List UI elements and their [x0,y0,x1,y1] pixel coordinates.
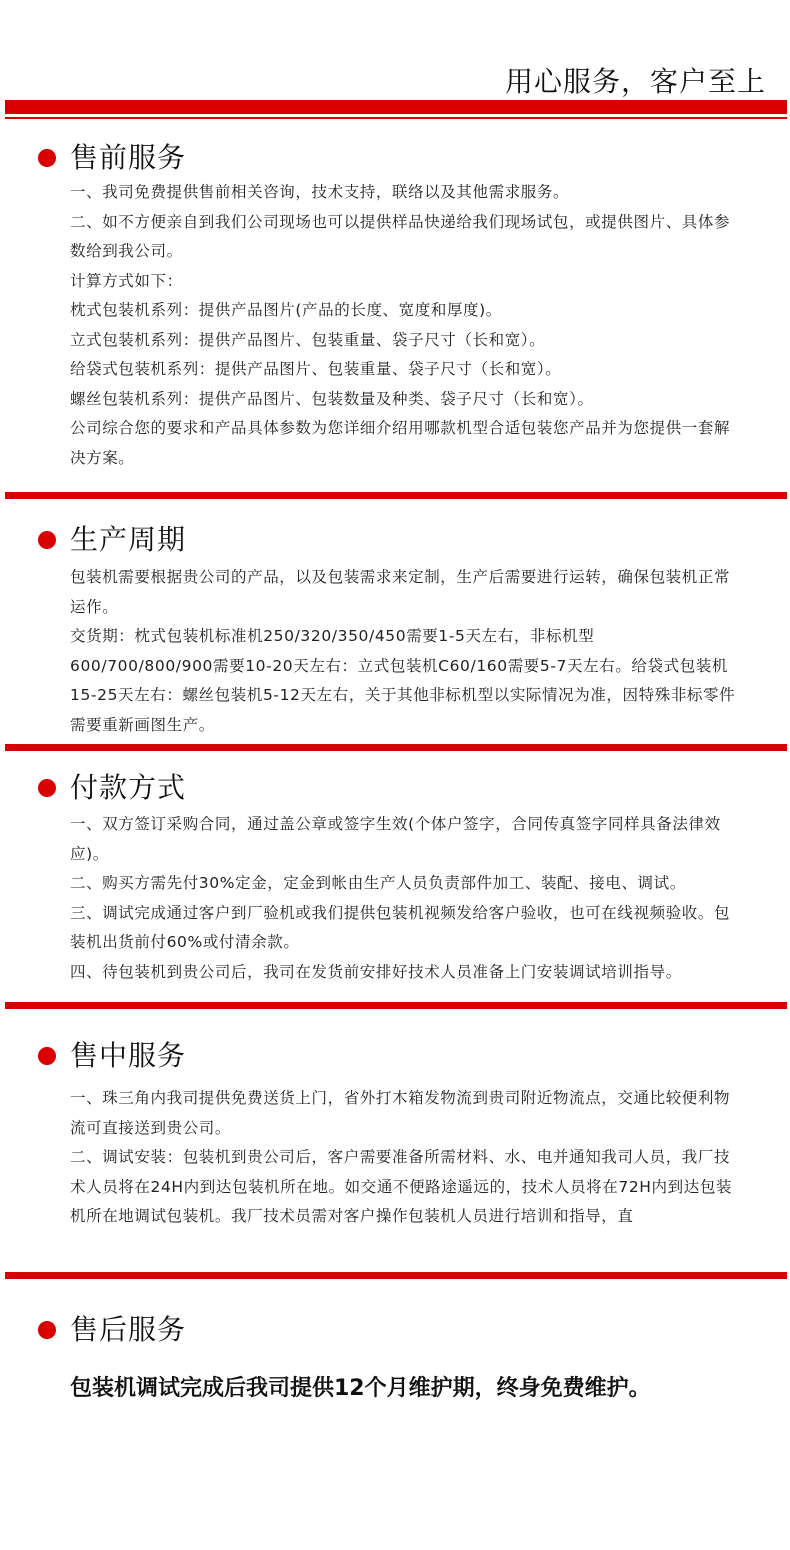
header-thick-rule [5,100,787,114]
section-title: 付款方式 [70,771,187,804]
section-production-body [70,563,736,740]
section-title: 售中服务 [70,1039,187,1072]
paragraph: 枕式包装机系列：提供产品图片(产品的长度、宽度和厚度)。 [70,301,502,319]
paragraph: 计算方式如下： [70,271,183,290]
paragraph: 螺丝包装机系列：提供产品图片、包装数量及种类、袋子尺寸（长和宽）。 [70,389,594,408]
paragraph: 交货期：枕式包装机标准机250/320/350/450需要1-5天左右，非标机型600/700/800/900需要10-20天左右：立式包装机C60/160需要5-7天左右。给袋式包装机15-25天左右：螺丝包装机5-12天左右，关于其他非标机型以实际情况为准，因特殊非标零件需要重新画图生产。 [70,627,736,734]
paragraph: 一、珠三角内我司提供免费送货上门，省外打木箱发物流到贵司附近物流点，交通比较便利物流可直接送到贵公司。 [70,1089,731,1137]
paragraph: 二、调试安装：包装机到贵公司后，客户需要准备所需材料、水、电并通知我司人员，我厂技术人员将在24H内到达包装机所在地。如交通不便路途遥远的，技术人员将在72H内到达包装机所在地调试包装机。我厂技术员需对客户操作包装机人员进行培训和指导，直 [70,1148,733,1225]
paragraph: 二、如不方便亲自到我们公司现场也可以提供样品快递给我们现场试包，或提供图片、具体参数给到我公司。 [70,212,731,260]
bullet-dot-icon [38,1047,56,1065]
section-aftersale-heading [38,1312,186,1348]
section-insale-heading [38,1038,186,1074]
header-thin-rule [5,117,787,119]
section-production-heading [38,522,186,558]
paragraph: 二、购买方需先付30%定金，定金到帐由生产人员负责部件加工、装配、接电、调试。 [70,874,686,892]
section-insale-body [70,1084,736,1232]
bullet-dot-icon [38,779,56,797]
bullet-dot-icon [38,149,56,167]
section-divider [5,1272,787,1279]
paragraph: 包装机需要根据贵公司的产品，以及包装需求来定制，生产后需要进行运转，确保包装机正常运作。 [70,568,731,616]
section-divider [5,492,787,499]
section-divider [5,744,787,751]
paragraph: 一、我司免费提供售前相关咨询，技术支持，联络以及其他需求服务。 [70,183,570,201]
paragraph: 给袋式包装机系列：提供产品图片、包装重量、袋子尺寸（长和宽）。 [70,360,562,378]
paragraph: 四、待包装机到贵公司后，我司在发货前安排好技术人员准备上门安装调试培训指导。 [70,962,682,981]
paragraph: 公司综合您的要求和产品具体参数为您详细介绍用哪款机型合适包装您产品并为您提供一套解决方案。 [70,419,731,467]
section-title: 生产周期 [70,523,187,556]
aftersale-statement: 包装机调试完成后我司提供12个月维护期，终身免费维护。 [70,1376,651,1401]
page-slogan: 用心服务，客户至上 [504,65,766,98]
section-divider [5,1002,787,1009]
section-title: 售前服务 [70,141,187,174]
paragraph: 三、调试完成通过客户到厂验机或我们提供包装机视频发给客户验收，也可在线视频验收。包装机出货前付60%或付清余款。 [70,903,731,951]
paragraph: 一、双方签订采购合同，通过盖公章或签字生效(个体户签字，合同传真签字同样具备法律效应)。 [70,815,721,863]
section-presale-heading [38,140,186,176]
bullet-dot-icon [38,531,56,549]
section-payment-heading [38,770,186,806]
section-presale-body [70,178,736,473]
paragraph: 立式包装机系列：提供产品图片、包装重量、袋子尺寸（长和宽）。 [70,330,546,349]
section-title: 售后服务 [70,1313,187,1346]
bullet-dot-icon [38,1321,56,1339]
section-payment-body [70,810,736,987]
